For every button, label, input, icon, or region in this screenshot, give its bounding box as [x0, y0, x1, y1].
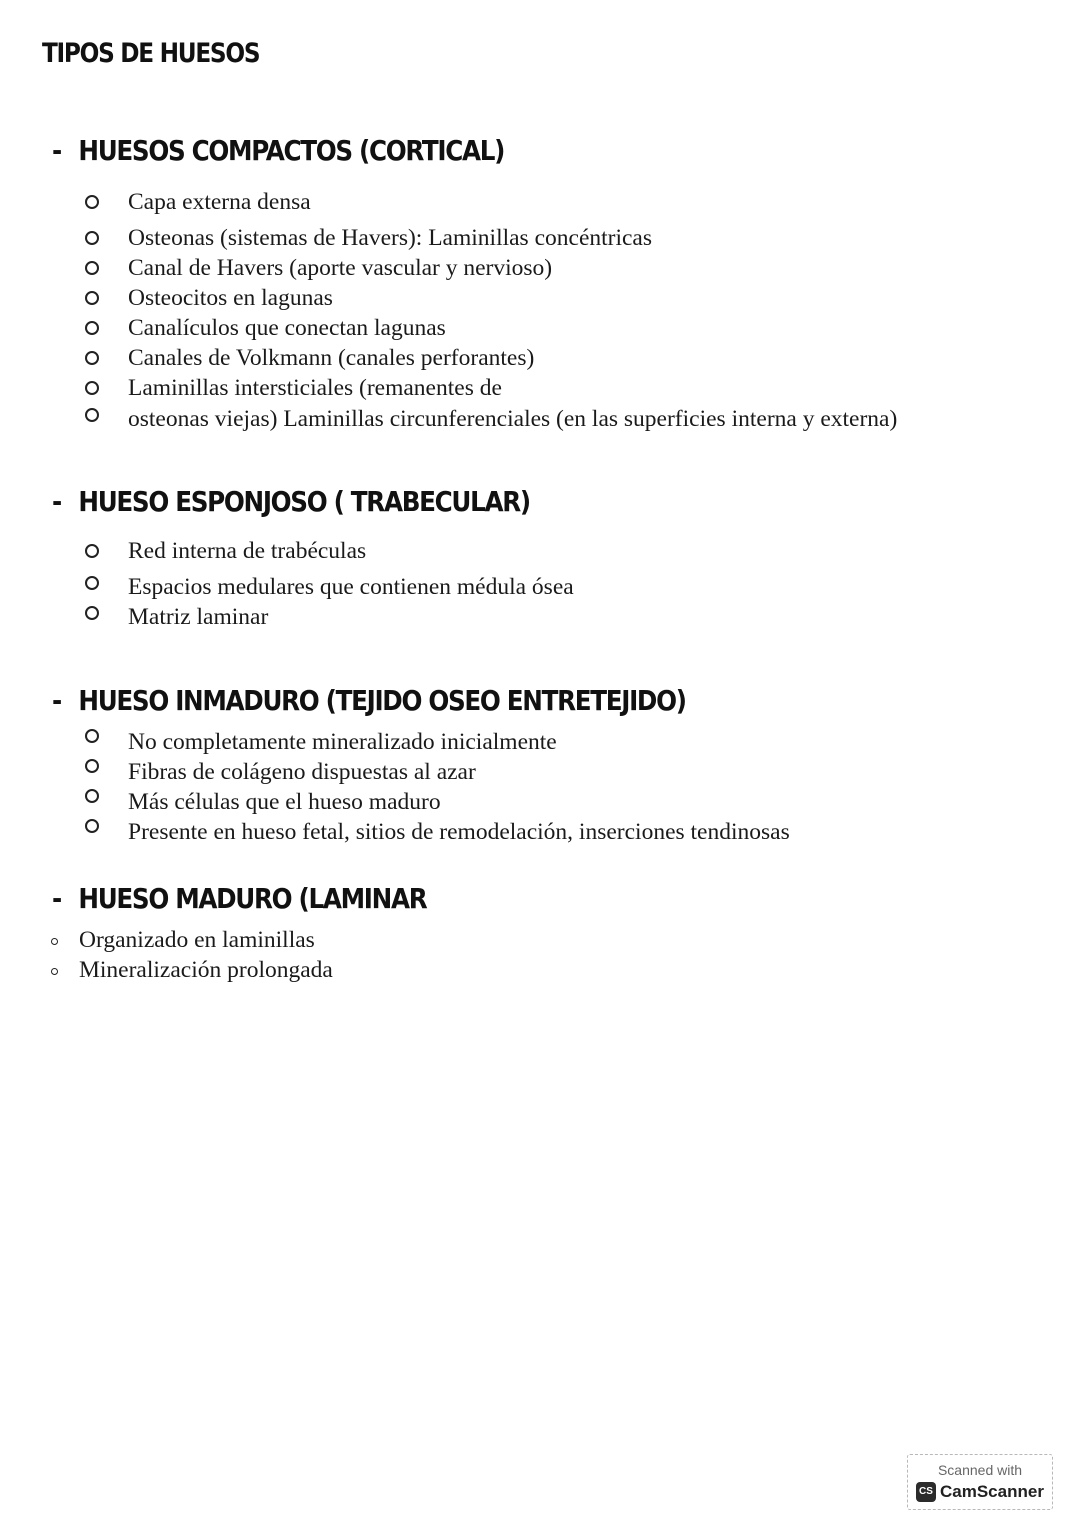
- camscanner-brand: CamScanner: [940, 1482, 1044, 1501]
- circle-bullet-icon: [85, 759, 99, 773]
- section-heading-text: HUESO INMADURO (TEJIDO OSEO ENTRETEJIDO): [78, 684, 686, 717]
- circle-bullet-icon: [85, 819, 99, 833]
- camscanner-watermark: [907, 1454, 1053, 1510]
- list-item: [0, 406, 1080, 444]
- list-item: [0, 819, 1080, 855]
- list-item-text: Capa externa densa: [128, 189, 311, 215]
- section-heading-immature: [52, 684, 686, 717]
- circle-bullet-icon: [85, 789, 99, 803]
- list-item-text: No completamente mineralizado inicialmente: [128, 729, 557, 755]
- small-circle-bullet-icon: [51, 968, 58, 975]
- list-item-text: Canalículos que conectan lagunas: [128, 315, 446, 341]
- list-item-text: Osteonas (sistemas de Havers): Laminillas concéntricas: [128, 225, 653, 251]
- dash-bullet: -: [52, 134, 61, 167]
- list-item-text: Osteocitos en lagunas: [128, 285, 333, 311]
- list-item-text: Espacios medulares que contienen médula ósea: [128, 574, 574, 600]
- small-circle-bullet-icon: [51, 938, 58, 945]
- list-item-text: Fibras de colágeno dispuestas al azar: [128, 759, 476, 785]
- circle-bullet-icon: [85, 195, 99, 209]
- list-item-text: Canal de Havers (aporte vascular y nervioso): [128, 255, 553, 281]
- circle-bullet-icon: [85, 351, 99, 365]
- section-heading-mature: [52, 882, 426, 915]
- circle-bullet-icon: [85, 729, 99, 743]
- list-item: [0, 604, 1080, 642]
- section-heading-text: HUESO ESPONJOSO ( TRABECULAR): [78, 485, 530, 518]
- section-heading-compact: [52, 134, 504, 167]
- list-item-text: Matriz laminar: [128, 604, 269, 630]
- circle-bullet-icon: [85, 381, 99, 395]
- circle-bullet-icon: [85, 321, 99, 335]
- camscanner-logo-icon: CS: [916, 1482, 936, 1502]
- circle-bullet-icon: [85, 606, 99, 620]
- circle-bullet-icon: [85, 261, 99, 275]
- section-heading-text: HUESO MADURO (LAMINAR: [78, 882, 427, 915]
- dash-bullet: -: [52, 882, 61, 915]
- list-item: [0, 957, 1080, 1000]
- list-item-text: Red interna de trabéculas: [128, 538, 367, 564]
- list-item-text: osteonas viejas) Laminillas circunferenciales (en las superficies interna y externa): [128, 406, 898, 432]
- circle-bullet-icon: [85, 576, 99, 590]
- list-item-text: Organizado en laminillas: [79, 927, 315, 953]
- list-item-text: Mineralización prolongada: [79, 957, 333, 983]
- scanned-with-label: Scanned with: [937, 1462, 1023, 1478]
- circle-bullet-icon: [85, 408, 99, 422]
- dash-bullet: -: [52, 684, 61, 717]
- circle-bullet-icon: [85, 291, 99, 305]
- section-heading-spongy: [52, 485, 530, 518]
- page-title: TIPOS DE HUESOS: [42, 38, 260, 69]
- circle-bullet-icon: [85, 231, 99, 245]
- list-item-text: Más células que el hueso maduro: [128, 789, 441, 815]
- section-heading-text: HUESOS COMPACTOS (CORTICAL): [78, 134, 505, 167]
- circle-bullet-icon: [85, 544, 99, 558]
- list-item-text: Presente en hueso fetal, sitios de remodelación, inserciones tendinosas: [128, 819, 790, 845]
- list-item-text: Canales de Volkmann (canales perforantes): [128, 345, 535, 371]
- dash-bullet: -: [52, 485, 61, 518]
- list-item-text: Laminillas intersticiales (remanentes de: [128, 375, 502, 401]
